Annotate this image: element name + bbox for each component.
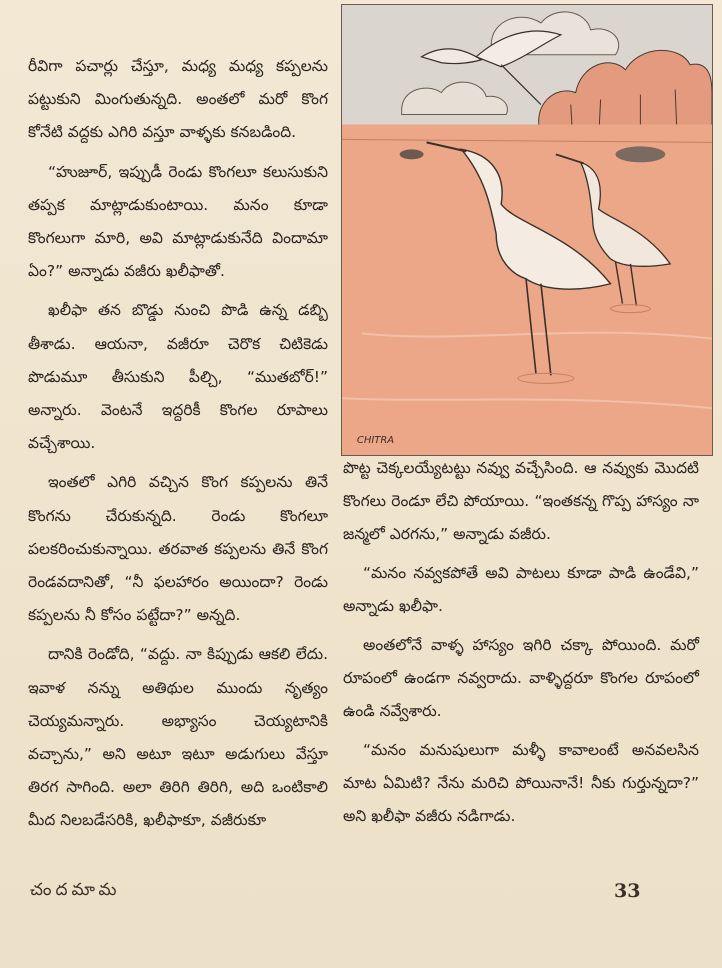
left-text-column: [28, 50, 328, 844]
rock: [616, 146, 666, 162]
artist-signature: CHITRA: [356, 435, 395, 447]
paragraph: “మనం నవ్వకపోతే అవి పాటలు కూడా పాడి ఉండేవి,” అన్నాడు ఖలీఫా.: [343, 564, 699, 615]
paragraph: “హుజూర్, ఇప్పుడీ రెండు కొంగలూ కలుసుకుని తప్పక మాట్లాడుకుంటాయి. మనం కూడా కొంగలుగా మారి, అవి మాట్లాడుకునేది విందామా ఏం?” అన్నాడు వజీరు ఖలీఫాతో.: [28, 162, 328, 281]
magazine-name: చందమామ: [30, 880, 121, 900]
rock: [400, 149, 424, 159]
paragraph: దానికి రెండోది, “వద్దు. నా కిప్పుడు ఆకలి లేదు. ఇవాళ నన్ను అతిథుల ముందు నృత్యం చెయ్యమన్నారు. అభ్యాసం చెయ్యటానికి వచ్చాను,” అని అటూ ఇటూ అడుగులు వేస్తూ తిరగ సాగింది. అలా తిరిగి తిరిగి, అది ఒంటికాలి మీద నిలబడేసరికి, ఖలీఫాకూ, వజీరుకూ: [28, 645, 328, 830]
heron-illustration: [341, 4, 713, 456]
paragraph: ఇంతలో ఎగిరి వచ్చిన కొంగ కప్పలను తినే కొంగను చేరుకున్నది. రెండు కొంగలూ పలకరించుకున్నాయి. తరవాత కప్పలను తినే కొంగ రెండవదానితో, “నీ ఫలహారం అయిందా? రెండు కప్పలను నీ కోసం పట్టేదా?” అన్నది.: [28, 473, 328, 625]
page-number: 33: [614, 880, 641, 902]
illustration-svg: [342, 5, 712, 455]
right-text-column: [343, 452, 699, 839]
paragraph: పొట్ట చెక్కలయ్యేటట్టు నవ్వు వచ్చేసింది. ఆ నవ్వుకు మొదటి కొంగలు రెండూ లేచి పోయాయి. “ఇంతకన్న గొప్ప హాస్యం నా జన్మలో ఎరగను,” అన్నాడు వజీరు.: [343, 459, 699, 543]
paragraph: ఖలీఫా తన బొడ్డు నుంచి పొడి ఉన్న డబ్బి తీశాడు. ఆయనా, వజీరూ చెరొక చిటికెడు పొడుమూ తీసుకుని పీల్చి, “ముతబోర్!” అన్నారు. వెంటనే ఇద్దరికీ కొంగల రూపాలు వచ్చేశాయి.: [28, 301, 328, 453]
paragraph: రీవిగా పచార్లు చేస్తూ, మధ్య మధ్య కప్పలను పట్టుకుని మింగుతున్నది. అంతలో మరో కొంగ కోనేటి వద్దకు ఎగిరి వస్తూ వాళ్ళకు కనబడింది.: [28, 57, 328, 142]
paragraph: అంతలోనే వాళ్ళ హాస్యం ఇగిరి చక్కా పోయింది. మరో రూపంలో ఉండగా నవ్వరాదు. వాళ్ళిద్దరూ కొంగల రూపంలో ఉండి నవ్వేశారు.: [343, 636, 699, 720]
paragraph: “మనం మనుషులుగా మళ్ళీ కావాలంటే అనవలసిన మాట ఏమిటి? నేను మరిచి పోయినానే! నీకు గుర్తున్నదా?” అని ఖలీఫా వజీరు నడిగాడు.: [343, 741, 699, 825]
